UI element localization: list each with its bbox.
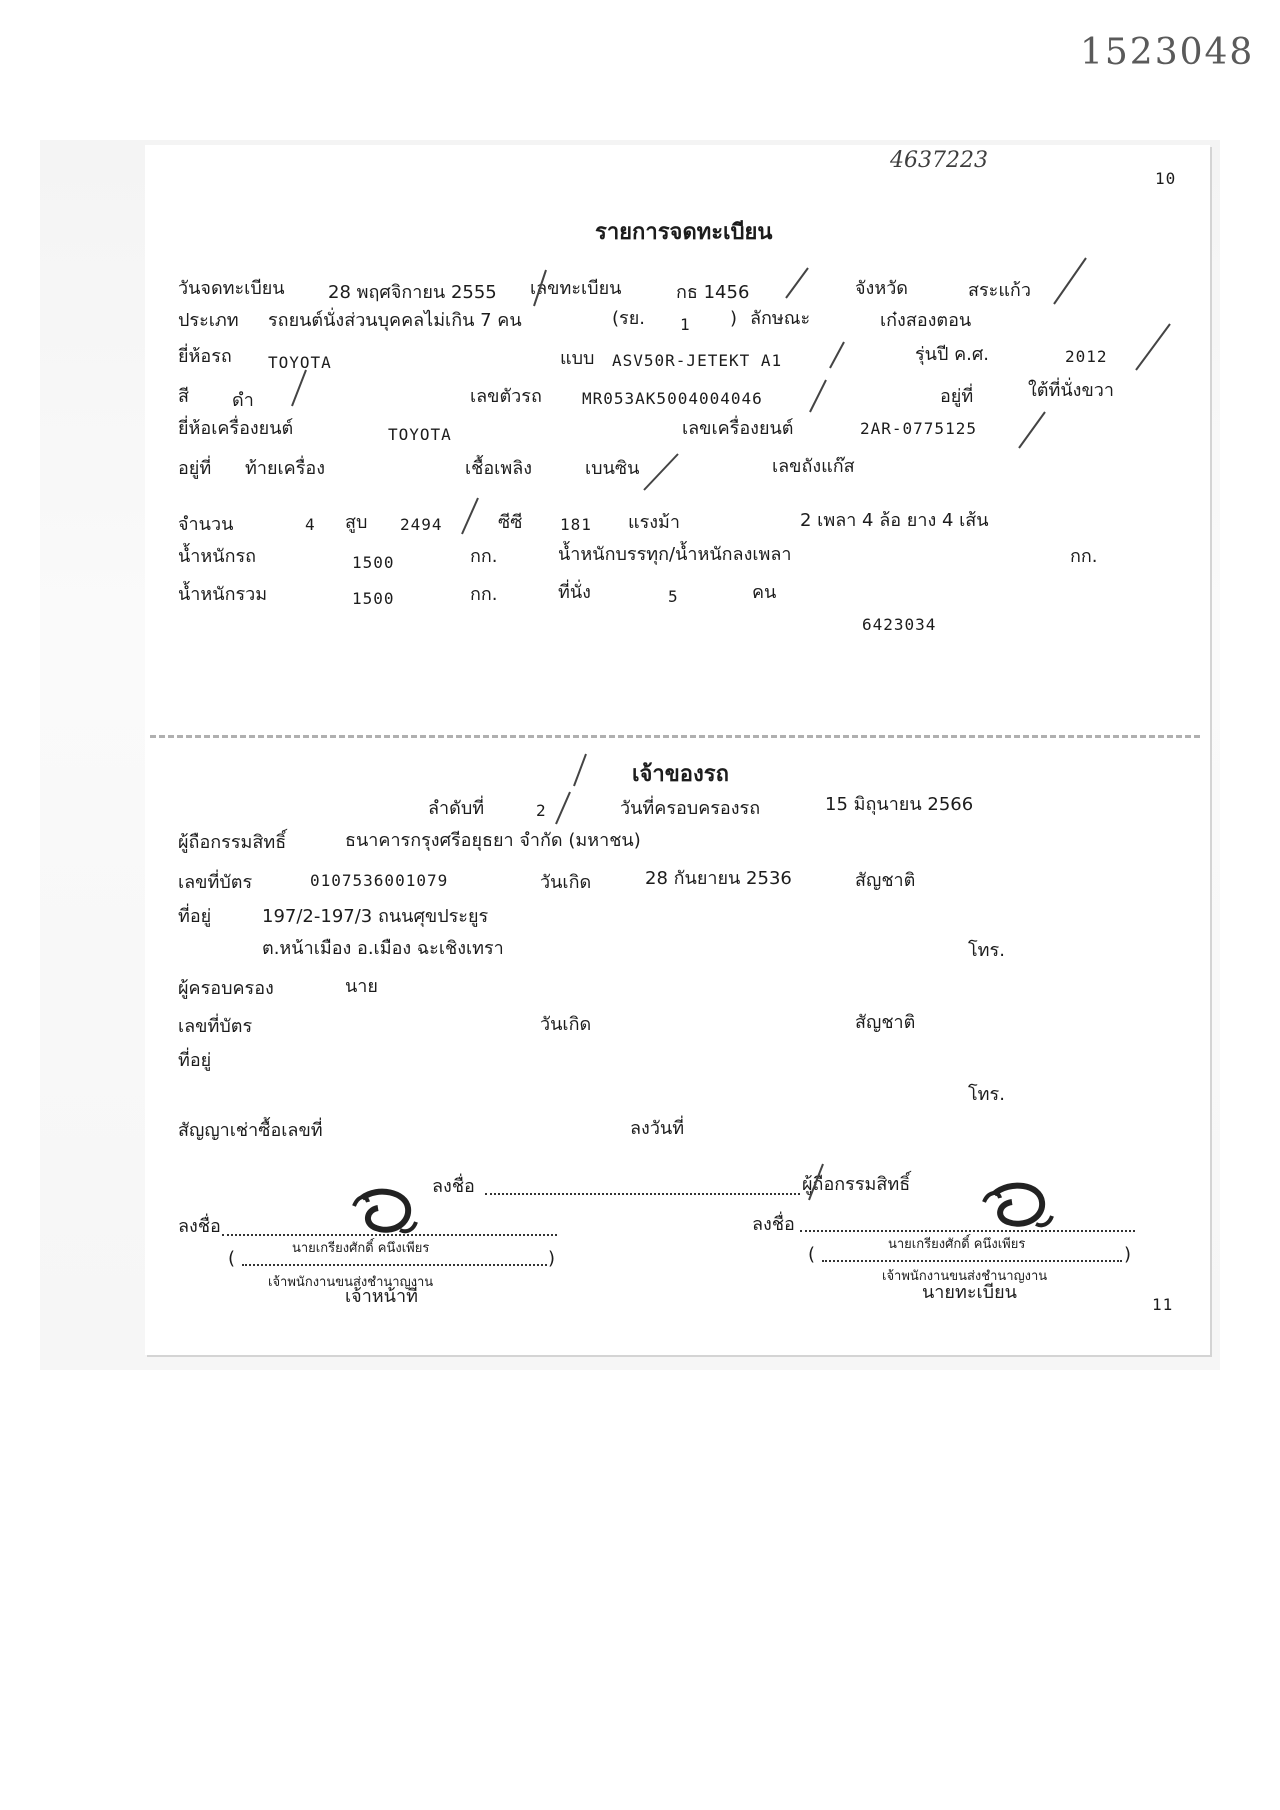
possessor-address-label: ที่อยู่ — [178, 1050, 212, 1071]
reg-date: 28 พฤศจิกายน 2555 — [328, 282, 497, 303]
officer-title: เจ้าพนักงานขนส่งชำนาญงาน — [268, 1275, 434, 1290]
officer-name: นายเกรียงศักดิ์ คนึงเพียร — [292, 1241, 430, 1256]
check-mark-icon — [458, 496, 482, 536]
possessor-label: ผู้ครอบครอง — [178, 978, 274, 999]
count-label: จำนวน — [178, 514, 234, 535]
cylinder-count: 4 — [305, 515, 316, 534]
check-mark-icon — [552, 790, 574, 826]
order-number: 2 — [536, 801, 547, 820]
vehicle-type: รถยนต์นั่งส่วนบุคคลไม่เกิน 7 คน — [268, 310, 522, 331]
brand: TOYOTA — [268, 353, 332, 372]
engine-number: 2AR-0775125 — [860, 419, 977, 438]
page-number-bottom: 11 — [1152, 1295, 1174, 1314]
weight-unit: กก. — [470, 546, 498, 567]
ry-value: 1 — [680, 315, 691, 334]
engine-location-label: อยู่ที่ — [178, 458, 212, 479]
body-label: ลักษณะ — [750, 308, 811, 329]
check-mark-icon — [826, 340, 848, 370]
gas-tank-label: เลขถังแก๊ส — [772, 456, 855, 477]
check-mark-icon — [288, 368, 310, 408]
brand-label: ยี่ห้อรถ — [178, 346, 232, 367]
total-weight-unit: กก. — [470, 584, 498, 605]
load-weight-label: น้ำหนักบรรทุก/น้ำหนักลงเพลา — [558, 544, 792, 565]
registrar-sign-line — [800, 1230, 1135, 1232]
cylinder-label: สูบ — [345, 512, 368, 533]
holder-label: ผู้ถือกรรมสิทธิ์ — [178, 832, 287, 853]
lease-date-label: ลงวันที่ — [630, 1118, 685, 1139]
lease-contract-label: สัญญาเช่าซื้อเลขที่ — [178, 1120, 323, 1141]
registrar-signature-icon — [978, 1180, 1056, 1238]
model: ASV50R-JETEKT A1 — [612, 351, 783, 370]
seats-label: ที่นั่ง — [558, 582, 591, 603]
handwritten-top-number: 1523048 — [1080, 32, 1255, 73]
page-number-top: 10 — [1155, 169, 1177, 188]
province-label: จังหวัด — [855, 278, 908, 299]
possessor-id-label: เลขที่บัตร — [178, 1016, 253, 1037]
ry-label: (รย. — [612, 308, 645, 329]
color: ดำ — [232, 390, 254, 411]
model-year: 2012 — [1065, 347, 1108, 366]
possession-date-label: วันที่ครอบครองรถ — [620, 798, 761, 819]
holder-sign-line — [485, 1193, 800, 1195]
fuel: เบนซิน — [585, 458, 640, 479]
order-label: ลำดับที่ — [428, 798, 485, 819]
holder-sign-label: ลงชื่อ — [432, 1176, 475, 1197]
check-mark-icon — [640, 452, 682, 492]
ry-close: ) — [730, 308, 738, 329]
hp-label: แรงม้า — [628, 512, 681, 533]
seat-unit: คน — [752, 582, 777, 603]
chassis-number: MR053AK5004004046 — [582, 389, 763, 408]
page-tear-line — [150, 735, 1200, 750]
engine-number-label: เลขเครื่องยนต์ — [682, 418, 794, 439]
possessor-name: นาย — [345, 976, 378, 997]
check-mark-icon — [782, 266, 812, 300]
registrar-sign-label: ลงชื่อ — [752, 1214, 795, 1235]
owner-dob: 28 กันยายน 2536 — [645, 868, 792, 889]
check-mark-icon — [1015, 410, 1049, 450]
check-mark-icon — [806, 378, 830, 414]
weight-label: น้ำหนักรถ — [178, 546, 257, 567]
registrar-name: นายเกรียงศักดิ์ คนึงเพียร — [888, 1237, 1026, 1252]
chassis-label: เลขตัวรถ — [470, 386, 542, 407]
total-weight-label: น้ำหนักรวม — [178, 584, 268, 605]
chassis-location: ใต้ที่นั่งขวา — [1028, 380, 1114, 401]
owner-address-line2: ต.หน้าเมือง อ.เมือง ฉะเชิงเทรา — [262, 938, 504, 959]
cc-label: ซีซี — [498, 512, 523, 533]
province: สระแก้ว — [968, 280, 1031, 301]
officer-close-paren: ) — [548, 1248, 556, 1269]
officer-role: เจ้าหน้าที่ — [345, 1286, 418, 1307]
owner-tel-label: โทร. — [968, 940, 1005, 961]
vehicle-weight: 1500 — [352, 553, 395, 572]
type-label: ประเภท — [178, 310, 239, 331]
handwritten-reference: 4637223 — [890, 148, 988, 173]
registrar-title: เจ้าพนักงานขนส่งชำนาญงาน — [882, 1269, 1048, 1284]
fuel-label: เชื้อเพลิง — [465, 458, 533, 479]
registration-title: รายการจดทะเบียน — [595, 220, 773, 245]
registrar-role: นายทะเบียน — [922, 1282, 1017, 1303]
check-mark-icon — [1050, 256, 1090, 306]
check-mark-icon — [805, 1162, 827, 1202]
owner-nationality-label: สัญชาติ — [855, 870, 916, 891]
holder-name: ธนาคารกรุงศรีอยุธยา จำกัด (มหาชน) — [345, 830, 641, 851]
horsepower: 181 — [560, 515, 592, 534]
body-style: เก๋งสองตอน — [880, 310, 972, 331]
engine-brand-label: ยี่ห้อเครื่องยนต์ — [178, 418, 294, 439]
owner-title: เจ้าของรถ — [632, 762, 729, 787]
registrar-name-line — [822, 1260, 1122, 1262]
check-mark-icon — [1132, 322, 1174, 372]
model-label: แบบ — [560, 348, 595, 369]
stamp-number: 6423034 — [862, 615, 937, 634]
holder-sign-role: ผู้ถือกรรมสิทธิ์ — [802, 1174, 911, 1195]
owner-id-label: เลขที่บัตร — [178, 872, 253, 893]
officer-open-paren: ( — [228, 1248, 236, 1269]
owner-id: 0107536001079 — [310, 871, 449, 890]
load-weight-unit: กก. — [1070, 546, 1098, 567]
engine-cc: 2494 — [400, 515, 443, 534]
owner-dob-label: วันเกิด — [540, 872, 592, 893]
owner-address-label: ที่อยู่ — [178, 906, 212, 927]
total-weight: 1500 — [352, 589, 395, 608]
check-mark-icon — [530, 268, 550, 308]
possession-date: 15 มิถุนายน 2566 — [825, 794, 974, 815]
registrar-open-paren: ( — [808, 1244, 816, 1265]
officer-sign-label: ลงชื่อ — [178, 1216, 221, 1237]
possessor-nationality-label: สัญชาติ — [855, 1012, 916, 1033]
possessor-dob-label: วันเกิด — [540, 1014, 592, 1035]
plate-label: เลขทะเบียน — [530, 278, 622, 299]
officer-name-line — [242, 1264, 547, 1266]
check-mark-icon — [570, 752, 590, 788]
plate-number: กธ 1456 — [676, 282, 750, 303]
chassis-location-label: อยู่ที่ — [940, 386, 974, 407]
registrar-close-paren: ) — [1124, 1244, 1132, 1265]
seat-count: 5 — [668, 587, 679, 606]
color-label: สี — [178, 386, 189, 407]
possessor-tel-label: โทร. — [968, 1084, 1005, 1105]
engine-brand: TOYOTA — [388, 425, 452, 444]
owner-address-line1: 197/2-197/3 ถนนศุขประยูร — [262, 906, 489, 927]
year-label: รุ่นปี ค.ศ. — [915, 344, 990, 365]
engine-location: ท้ายเครื่อง — [245, 458, 325, 479]
reg-date-label: วันจดทะเบียน — [178, 278, 285, 299]
axle-wheel-tire: 2 เพลา 4 ล้อ ยาง 4 เส้น — [800, 510, 989, 531]
